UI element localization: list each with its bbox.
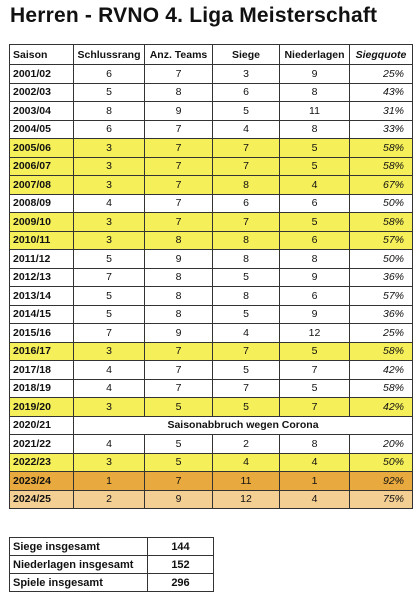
cell-saison: 2020/21	[10, 416, 74, 435]
header-siege: Siege	[213, 45, 280, 65]
table-row	[10, 361, 413, 380]
cell-niederlagen: 8	[280, 435, 350, 454]
cell-saison: 2008/09	[10, 194, 74, 213]
cell-schlussrang: 4	[74, 435, 145, 454]
cell-saison: 2004/05	[10, 120, 74, 139]
results-table	[9, 44, 413, 509]
cell-saison: 2002/03	[10, 83, 74, 102]
cell-siege: 7	[213, 157, 280, 176]
cell-note: Saisonabbruch wegen Corona	[74, 416, 413, 435]
cell-niederlagen: 4	[280, 453, 350, 472]
cell-saison: 2021/22	[10, 435, 74, 454]
header-siegquote: Siegquote	[350, 45, 413, 65]
cell-siege: 5	[213, 305, 280, 324]
cell-anz-teams: 7	[145, 120, 213, 139]
cell-siegquote: 58%	[350, 342, 413, 361]
cell-saison: 2007/08	[10, 176, 74, 195]
table-row	[10, 435, 413, 454]
header-niederlagen: Niederlagen	[280, 45, 350, 65]
cell-siege: 7	[213, 213, 280, 232]
cell-siegquote: 75%	[350, 490, 413, 509]
table-row	[10, 213, 413, 232]
table-row	[10, 379, 413, 398]
header-row	[10, 45, 413, 65]
cell-anz-teams: 9	[145, 324, 213, 343]
cell-saison: 2023/24	[10, 472, 74, 491]
cell-siegquote: 58%	[350, 139, 413, 158]
table-row	[10, 268, 413, 287]
cell-niederlagen: 7	[280, 361, 350, 380]
cell-anz-teams: 5	[145, 398, 213, 417]
summary-row	[10, 556, 214, 574]
cell-saison: 2014/15	[10, 305, 74, 324]
cell-anz-teams: 8	[145, 268, 213, 287]
cell-saison: 2015/16	[10, 324, 74, 343]
cell-niederlagen: 5	[280, 213, 350, 232]
cell-schlussrang: 4	[74, 379, 145, 398]
cell-siegquote: 67%	[350, 176, 413, 195]
cell-schlussrang: 4	[74, 194, 145, 213]
table-row	[10, 194, 413, 213]
cell-siege: 8	[213, 287, 280, 306]
cell-saison: 2013/14	[10, 287, 74, 306]
cell-schlussrang: 3	[74, 453, 145, 472]
cell-anz-teams: 7	[145, 472, 213, 491]
cell-niederlagen: 4	[280, 176, 350, 195]
cell-siege: 7	[213, 139, 280, 158]
table-row	[10, 287, 413, 306]
table-row	[10, 157, 413, 176]
table-row	[10, 342, 413, 361]
cell-niederlagen: 5	[280, 157, 350, 176]
cell-siegquote: 42%	[350, 361, 413, 380]
cell-niederlagen: 5	[280, 139, 350, 158]
summary-value: 296	[148, 574, 214, 592]
summary-row	[10, 538, 214, 556]
cell-siege: 4	[213, 324, 280, 343]
cell-schlussrang: 1	[74, 472, 145, 491]
cell-siegquote: 31%	[350, 102, 413, 121]
cell-niederlagen: 7	[280, 398, 350, 417]
table-row	[10, 120, 413, 139]
cell-niederlagen: 11	[280, 102, 350, 121]
cell-schlussrang: 3	[74, 231, 145, 250]
summary-value: 144	[148, 538, 214, 556]
cell-niederlagen: 9	[280, 305, 350, 324]
cell-schlussrang: 3	[74, 176, 145, 195]
cell-siegquote: 36%	[350, 305, 413, 324]
cell-siegquote: 20%	[350, 435, 413, 454]
table-row	[10, 65, 413, 84]
cell-anz-teams: 7	[145, 157, 213, 176]
cell-siegquote: 50%	[350, 453, 413, 472]
table-row	[10, 453, 413, 472]
cell-siegquote: 36%	[350, 268, 413, 287]
cell-schlussrang: 2	[74, 490, 145, 509]
cell-siegquote: 43%	[350, 83, 413, 102]
cell-anz-teams: 8	[145, 287, 213, 306]
cell-niederlagen: 5	[280, 379, 350, 398]
cell-niederlagen: 6	[280, 194, 350, 213]
cell-siege: 6	[213, 83, 280, 102]
cell-niederlagen: 6	[280, 231, 350, 250]
cell-anz-teams: 7	[145, 379, 213, 398]
cell-anz-teams: 7	[145, 342, 213, 361]
table-row	[10, 102, 413, 121]
cell-niederlagen: 4	[280, 490, 350, 509]
cell-saison: 2010/11	[10, 231, 74, 250]
summary-value: 152	[148, 556, 214, 574]
cell-anz-teams: 7	[145, 361, 213, 380]
cell-schlussrang: 4	[74, 361, 145, 380]
cell-siegquote: 58%	[350, 213, 413, 232]
table-row	[10, 416, 413, 435]
cell-schlussrang: 3	[74, 398, 145, 417]
table-row	[10, 305, 413, 324]
cell-siege: 11	[213, 472, 280, 491]
cell-niederlagen: 12	[280, 324, 350, 343]
cell-anz-teams: 8	[145, 231, 213, 250]
cell-niederlagen: 9	[280, 65, 350, 84]
cell-niederlagen: 8	[280, 83, 350, 102]
cell-saison: 2022/23	[10, 453, 74, 472]
cell-siegquote: 50%	[350, 194, 413, 213]
cell-siegquote: 50%	[350, 250, 413, 269]
cell-anz-teams: 9	[145, 250, 213, 269]
cell-siege: 5	[213, 361, 280, 380]
cell-anz-teams: 7	[145, 176, 213, 195]
table-row	[10, 231, 413, 250]
cell-siege: 7	[213, 379, 280, 398]
cell-schlussrang: 7	[74, 324, 145, 343]
cell-saison: 2009/10	[10, 213, 74, 232]
summary-table	[9, 537, 214, 592]
cell-schlussrang: 3	[74, 157, 145, 176]
page-title: Herren - RVNO 4. Liga Meisterschaft	[10, 4, 378, 27]
cell-siege: 7	[213, 342, 280, 361]
cell-schlussrang: 6	[74, 65, 145, 84]
cell-siege: 8	[213, 176, 280, 195]
cell-siegquote: 42%	[350, 398, 413, 417]
table-row	[10, 83, 413, 102]
cell-saison: 2019/20	[10, 398, 74, 417]
cell-siegquote: 57%	[350, 231, 413, 250]
cell-siege: 12	[213, 490, 280, 509]
cell-saison: 2001/02	[10, 65, 74, 84]
cell-siege: 5	[213, 268, 280, 287]
cell-niederlagen: 5	[280, 342, 350, 361]
cell-schlussrang: 7	[74, 268, 145, 287]
cell-schlussrang: 5	[74, 305, 145, 324]
summary-label: Siege insgesamt	[10, 538, 148, 556]
cell-siegquote: 58%	[350, 379, 413, 398]
cell-siege: 3	[213, 65, 280, 84]
cell-saison: 2016/17	[10, 342, 74, 361]
cell-saison: 2012/13	[10, 268, 74, 287]
cell-schlussrang: 5	[74, 287, 145, 306]
cell-niederlagen: 6	[280, 287, 350, 306]
cell-siegquote: 92%	[350, 472, 413, 491]
cell-schlussrang: 3	[74, 139, 145, 158]
cell-schlussrang: 3	[74, 342, 145, 361]
header-anz-teams: Anz. Teams	[145, 45, 213, 65]
cell-siegquote: 25%	[350, 324, 413, 343]
table-row	[10, 398, 413, 417]
summary-label: Spiele insgesamt	[10, 574, 148, 592]
cell-schlussrang: 3	[74, 213, 145, 232]
table-row	[10, 324, 413, 343]
cell-anz-teams: 8	[145, 83, 213, 102]
cell-anz-teams: 7	[145, 139, 213, 158]
cell-siegquote: 58%	[350, 157, 413, 176]
cell-anz-teams: 9	[145, 490, 213, 509]
cell-siege: 2	[213, 435, 280, 454]
cell-anz-teams: 7	[145, 65, 213, 84]
header-saison: Saison	[10, 45, 74, 65]
cell-niederlagen: 1	[280, 472, 350, 491]
cell-saison: 2017/18	[10, 361, 74, 380]
cell-saison: 2024/25	[10, 490, 74, 509]
cell-niederlagen: 8	[280, 120, 350, 139]
cell-anz-teams: 9	[145, 102, 213, 121]
cell-siegquote: 33%	[350, 120, 413, 139]
cell-saison: 2018/19	[10, 379, 74, 398]
cell-schlussrang: 5	[74, 83, 145, 102]
cell-niederlagen: 8	[280, 250, 350, 269]
cell-siege: 4	[213, 120, 280, 139]
table-row	[10, 139, 413, 158]
cell-siege: 4	[213, 453, 280, 472]
table-row	[10, 490, 413, 509]
cell-siegquote: 25%	[350, 65, 413, 84]
cell-siege: 6	[213, 194, 280, 213]
cell-siegquote: 57%	[350, 287, 413, 306]
cell-siege: 8	[213, 250, 280, 269]
cell-anz-teams: 5	[145, 435, 213, 454]
cell-saison: 2011/12	[10, 250, 74, 269]
table-row	[10, 176, 413, 195]
cell-schlussrang: 6	[74, 120, 145, 139]
table-row	[10, 472, 413, 491]
cell-anz-teams: 7	[145, 194, 213, 213]
cell-anz-teams: 5	[145, 453, 213, 472]
cell-siege: 5	[213, 398, 280, 417]
summary-label: Niederlagen insgesamt	[10, 556, 148, 574]
cell-anz-teams: 7	[145, 213, 213, 232]
cell-siege: 5	[213, 102, 280, 121]
summary-row	[10, 574, 214, 592]
cell-schlussrang: 8	[74, 102, 145, 121]
cell-siege: 8	[213, 231, 280, 250]
cell-anz-teams: 8	[145, 305, 213, 324]
cell-saison: 2006/07	[10, 157, 74, 176]
cell-saison: 2003/04	[10, 102, 74, 121]
table-row	[10, 250, 413, 269]
cell-saison: 2005/06	[10, 139, 74, 158]
header-schlussrang: Schlussrang	[74, 45, 145, 65]
cell-niederlagen: 9	[280, 268, 350, 287]
cell-schlussrang: 5	[74, 250, 145, 269]
